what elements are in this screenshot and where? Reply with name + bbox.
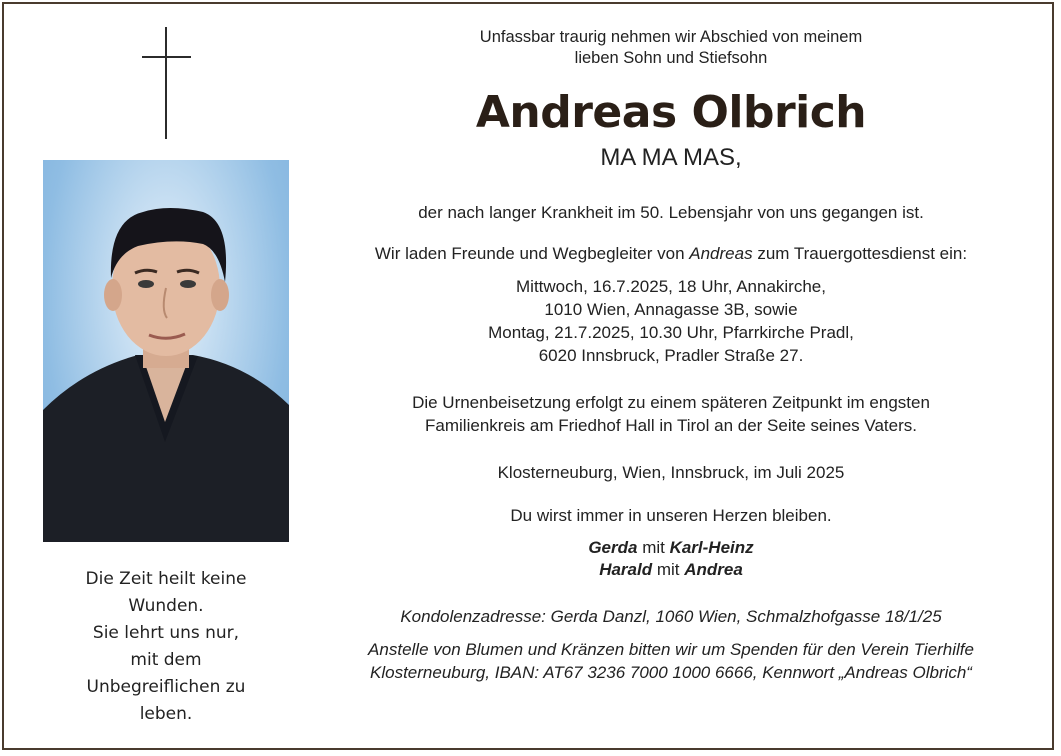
service-details [330,275,1012,367]
mourners-list [330,537,1012,581]
mourner-name: Andrea [684,560,743,579]
mourner-name: Gerda [588,538,638,557]
portrait-photo [43,160,289,542]
service-line: Montag, 21.7.2025, 10.30 Uhr, Pfarrkirche Pradl, [488,323,854,342]
urn-line: Die Urnenbeisetzung erfolgt zu einem späteren Zeitpunkt im engsten [412,393,930,412]
mourner-line [330,559,1012,581]
invitation-prefix: Wir laden Freunde und Wegbegleiter von [374,244,690,263]
passing-statement: der nach langer Krankheit im 50. Lebensjahr von uns gegangen ist. [418,203,924,222]
invitation-line [330,242,1012,265]
farewell-line: Du wirst immer in unseren Herzen bleiben. [510,506,832,525]
condolence-address: Kondolenzadresse: Gerda Danzl, 1060 Wien, Schmalzhofgasse 18/1/25 [400,607,942,626]
memorial-quote [60,566,272,728]
invitation-suffix: zum Trauergottesdienst ein: [752,244,968,263]
mourner-connector: mit [637,538,670,557]
mourner-name: Harald [599,560,653,579]
mourner-connector: mit [652,560,685,579]
service-line: Mittwoch, 16.7.2025, 18 Uhr, Annakirche, [516,277,826,296]
quote-line: Die Zeit heilt keine [85,569,247,589]
service-line: 6020 Innsbruck, Pradler Straße 27. [538,346,804,365]
intro-text [330,27,1012,69]
academic-title: MA MA MAS, [600,144,742,171]
deceased-name: Andreas Olbrich [475,87,867,138]
urn-line: Familienkreis am Friedhof Hall in Tirol an der Seite seines Vaters. [425,416,917,435]
place-date: Klosterneuburg, Wien, Innsbruck, im Juli 2025 [497,463,845,482]
quote-line: leben. [139,704,193,724]
donation-line: Klosterneuburg, IBAN: AT67 3236 7000 1000 6666, Kennwort „Andreas Olbrich“ [370,663,972,682]
quote-line: mit dem [130,650,202,670]
mourner-name: Karl-Heinz [669,538,754,557]
urn-burial-note [330,391,1012,437]
donation-request [330,638,1012,684]
quote-line: Wunden. [128,596,204,616]
quote-line: Unbegreiflichen zu [86,677,246,697]
invitation-name: Andreas [689,244,753,263]
intro-line: lieben Sohn und Stiefsohn [574,49,768,67]
notice-text [330,27,1012,684]
mourner-line [330,537,1012,559]
intro-line: Unfassbar traurig nehmen wir Abschied von meinem [479,28,863,46]
donation-line: Anstelle von Blumen und Kränzen bitten wir um Spenden für den Verein Tierhilfe [368,640,974,659]
quote-line: Sie lehrt uns nur, [92,623,240,643]
service-line: 1010 Wien, Annagasse 3B, sowie [544,300,798,319]
